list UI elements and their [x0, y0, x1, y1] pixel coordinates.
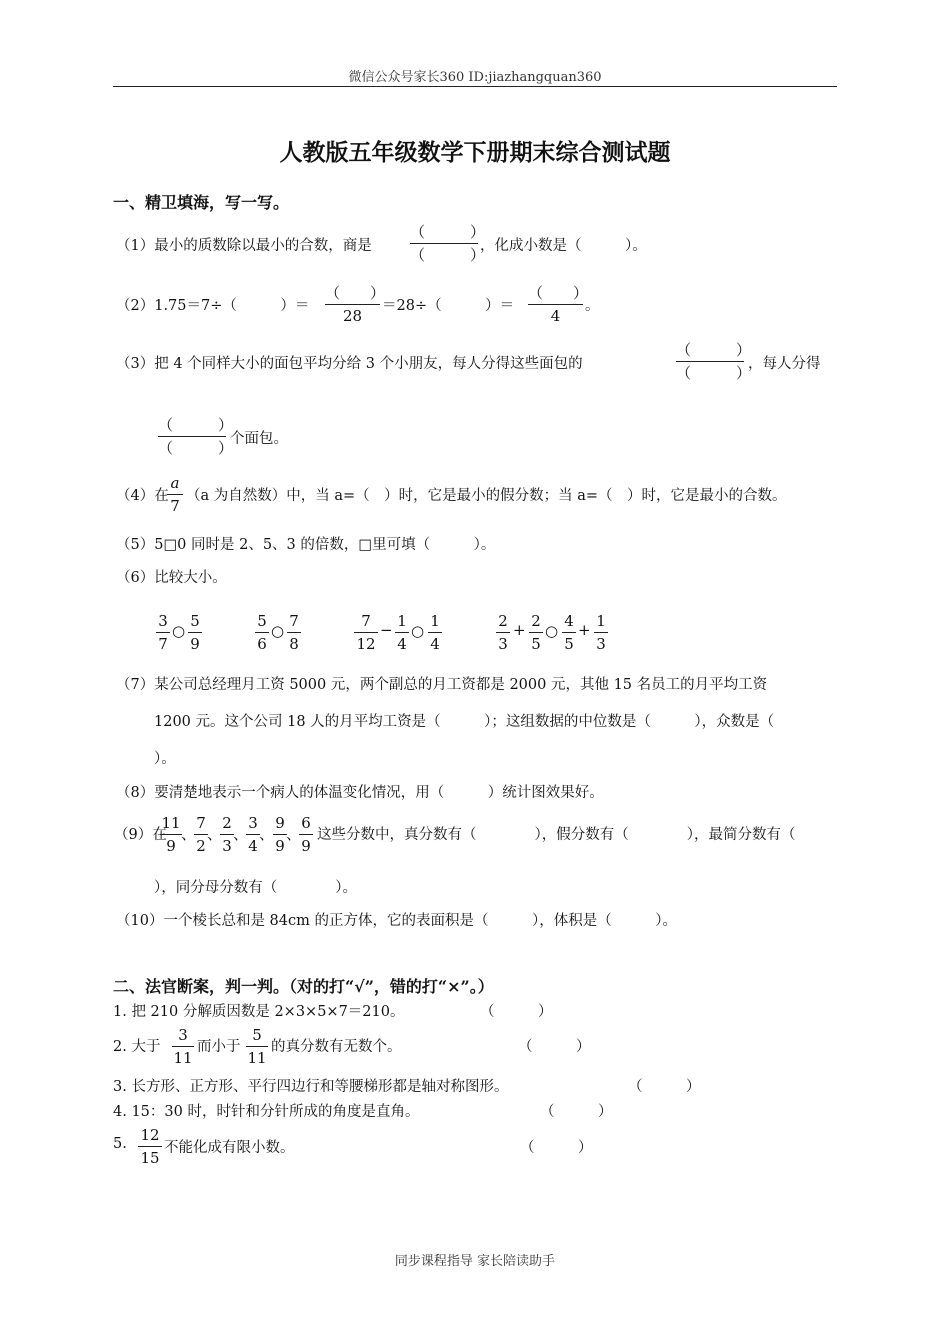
q7-line-3: ）。: [154, 751, 176, 767]
q9-frac-4: [246, 813, 260, 856]
q2-den1: 28: [342, 307, 363, 325]
q3-fraction-1[interactable]: [676, 340, 752, 383]
q6-frac-d2: [529, 611, 543, 654]
q6-circle-c[interactable]: ○: [411, 622, 425, 640]
fraction-numerator: 3: [178, 1026, 188, 1044]
q9-sep-3: 、: [233, 825, 249, 843]
fraction-bar: [138, 1146, 162, 1147]
q9-line-2: ），同分母分数有（ ）。: [154, 880, 357, 896]
q3-text-a: （3）把 4 个同样大小的面包平均分给 3 个小朋友，每人分得这些面包的: [116, 356, 583, 372]
q4-fraction: [167, 473, 183, 516]
q9-sep-2: 、: [207, 825, 223, 843]
fraction-numerator: 7: [361, 612, 371, 630]
q3-den1-blank: （ ）: [676, 364, 752, 382]
q2-num2-blank: （ ）: [528, 284, 589, 302]
q6-frac-d1: [496, 611, 510, 654]
fraction-numerator: 5: [190, 612, 200, 630]
q6-minus-c: −: [380, 621, 393, 639]
fraction-bar: [246, 1046, 268, 1047]
fraction-denominator: 3: [498, 635, 508, 653]
q5-text: （5）5□0 同时是 2、5、3 的倍数，□里可填（ ）。: [116, 537, 496, 553]
fraction-denominator: 15: [140, 1149, 160, 1167]
q4-text-a: （4）在: [116, 488, 169, 504]
fraction-denominator: 4: [248, 837, 258, 855]
fraction-bar: [676, 361, 744, 362]
fraction-numerator: 7: [289, 612, 299, 630]
fraction-numerator: 12: [140, 1126, 160, 1144]
fraction-bar: [220, 834, 234, 835]
fraction-numerator: 7: [196, 814, 206, 832]
q1-text-a: （1）最小的质数除以最小的合数，商是: [116, 238, 372, 254]
q10-text: （10）一个棱长总和是 84cm 的正方体，它的表面积是（ ），体积是（ ）。: [116, 913, 677, 929]
fraction-bar: [255, 632, 269, 633]
q6-plus-d1: +: [513, 621, 526, 639]
fraction-denominator: 12: [356, 635, 376, 653]
judge-item-3-answer[interactable]: （ ）: [628, 1079, 701, 1095]
fraction-denominator: 5: [564, 635, 574, 653]
fraction-numerator: 4: [564, 612, 574, 630]
q9-frac-5: [273, 813, 287, 856]
q6-frac-b2: [287, 611, 301, 654]
q6-plus-d2: +: [578, 621, 591, 639]
page-footer: 同步课程指导 家长陪读助手: [394, 1254, 556, 1269]
fraction-denominator: 7: [158, 635, 168, 653]
judge-item-2-pre: 2. 大于: [113, 1039, 161, 1055]
fraction-bar: [299, 834, 313, 835]
judge-item-2-frac-1: [172, 1025, 194, 1068]
judge-item-1-text: 1. 把 210 分解质因数是 2×3×5×7＝210。: [113, 1004, 405, 1020]
fraction-numerator: 3: [158, 612, 168, 630]
fraction-denominator: 8: [289, 635, 299, 653]
fraction-numerator: 1: [397, 612, 407, 630]
fraction-denominator: 11: [247, 1049, 267, 1067]
q2-text-b: ＝28÷（ ）＝: [382, 298, 515, 314]
fraction-bar: [562, 632, 576, 633]
fraction-numerator: 2: [498, 612, 508, 630]
section1-heading: 一、精卫填海，写一写。: [113, 193, 290, 212]
fraction-denominator: 9: [301, 837, 311, 855]
fraction-bar: [354, 632, 378, 633]
fraction-numerator: 1: [430, 612, 440, 630]
judge-item-5-frac: [138, 1125, 162, 1168]
fraction-bar: [188, 632, 202, 633]
fraction-numerator: 6: [301, 814, 311, 832]
fraction-denominator: 2: [196, 837, 206, 855]
q3-text-c: 个面包。: [230, 431, 288, 447]
q3-den2-blank: （ ）: [158, 439, 234, 457]
q1-den-blank: （ ）: [410, 246, 486, 264]
q6-frac-c3: [428, 611, 442, 654]
fraction-denominator: 4: [430, 635, 440, 653]
q2-den2: 4: [550, 307, 561, 325]
q6-frac-c2: [395, 611, 409, 654]
judge-item-4-answer[interactable]: （ ）: [540, 1104, 613, 1120]
judge-item-2-frac-2: [246, 1025, 268, 1068]
fraction-bar: [428, 632, 442, 633]
q1-num-blank: （ ）: [410, 223, 486, 241]
q9-text-b: 这些分数中，真分数有（ ），假分数有（ ），最简分数有（: [317, 827, 796, 843]
q7-line-2: 1200 元。这个公司 18 人的月平均工资是（ ）；这组数据的中位数是（ ），众数是（: [154, 714, 775, 730]
judge-item-5-post: 不能化成有限小数。: [164, 1140, 295, 1156]
q2-num1-blank: （ ）: [325, 284, 386, 302]
fraction-bar: [529, 632, 543, 633]
header-divider: [113, 86, 837, 87]
judge-item-5-answer[interactable]: （ ）: [520, 1140, 593, 1156]
q9-frac-2: [194, 813, 208, 856]
fraction-bar: [528, 304, 583, 305]
section2-heading: 二、法官断案，判一判。（对的打“√”，错的打“×”。）: [113, 977, 494, 996]
fraction-numerator: 5: [257, 612, 267, 630]
q6-circle-d[interactable]: ○: [545, 622, 559, 640]
q6-frac-b1: [255, 611, 269, 654]
judge-item-2-mid: 而小于: [197, 1039, 241, 1055]
judge-item-2-post: 的真分数有无数个。: [271, 1039, 402, 1055]
judge-item-2-answer[interactable]: （ ）: [518, 1039, 591, 1055]
page-title: 人教版五年级数学下册期末综合测试题: [279, 139, 671, 166]
judge-item-4-text: 4. 15：30 时，时针和分针所成的角度是直角。: [113, 1104, 420, 1120]
fraction-bar: [160, 834, 182, 835]
fraction-bar: [158, 436, 226, 437]
q3-fraction-2[interactable]: [158, 415, 234, 458]
q3-text-b: ，每人分得: [748, 356, 821, 372]
q9-sep-1: 、: [181, 825, 197, 843]
fraction-bar: [287, 632, 301, 633]
fraction-bar: [246, 834, 260, 835]
fraction-denominator: 11: [173, 1049, 193, 1067]
judge-item-5-pre: 5.: [113, 1136, 127, 1152]
fraction-numerator: 5: [252, 1026, 262, 1044]
q6-circle-a[interactable]: ○: [172, 622, 186, 640]
fraction-numerator: 3: [248, 814, 258, 832]
q6-frac-d3: [562, 611, 576, 654]
fraction-bar: [156, 632, 170, 633]
fraction-denominator: 9: [190, 635, 200, 653]
q1-answer-fraction[interactable]: [410, 222, 486, 265]
q9-frac-1: [160, 813, 182, 856]
fraction-bar: [172, 1046, 194, 1047]
q7-line-1: （7）某公司总经理月工资 5000 元，两个副总的月工资都是 2000 元，其他 15 名员工的月平均工资: [116, 677, 768, 693]
fraction-denominator: 9: [166, 837, 176, 855]
q6-frac-a2: [188, 611, 202, 654]
fraction-bar: [194, 834, 208, 835]
q2-text-c: 。: [585, 298, 600, 314]
q6-frac-c1: [354, 611, 378, 654]
q2-text-a: （2）1.75＝7÷（ ）＝: [116, 298, 310, 314]
fraction-denominator: 3: [222, 837, 232, 855]
fraction-denominator: 5: [531, 635, 541, 653]
judge-item-1-answer[interactable]: （ ）: [480, 1004, 553, 1020]
q6-text: （6）比较大小。: [116, 570, 227, 586]
fraction-denominator: 3: [596, 635, 606, 653]
q6-frac-a1: [156, 611, 170, 654]
fraction-denominator: 9: [275, 837, 285, 855]
q2-fraction-2[interactable]: [528, 283, 589, 326]
q9-sep-5: 、: [286, 825, 302, 843]
q8-text: （8）要清楚地表示一个病人的体温变化情况，用（ ）统计图效果好。: [116, 785, 604, 801]
fraction-bar: [395, 632, 409, 633]
q9-sep-4: 、: [259, 825, 275, 843]
fraction-denominator: 6: [257, 635, 267, 653]
fraction-bar: [594, 632, 608, 633]
fraction-denominator: 4: [397, 635, 407, 653]
fraction-bar: [167, 494, 183, 495]
q9-text-a: （9）在: [114, 827, 167, 843]
fraction-numerator: 2: [222, 814, 232, 832]
fraction-numerator: 1: [596, 612, 606, 630]
fraction-bar: [410, 243, 478, 244]
q3-num2-blank: （ ）: [158, 416, 234, 434]
fraction-numerator: 2: [531, 612, 541, 630]
q9-frac-6: [299, 813, 313, 856]
q6-frac-d4: [594, 611, 608, 654]
q4-den: 7: [170, 497, 180, 515]
q1-text-b: ，化成小数是（ ）。: [480, 238, 647, 254]
q3-num1-blank: （ ）: [676, 341, 752, 359]
page-header: 微信公众号家长360 ID:jiazhangquan360: [348, 70, 602, 85]
q9-frac-3: [220, 813, 234, 856]
judge-item-3-text: 3. 长方形、正方形、平行四边行和等腰梯形都是轴对称图形。: [113, 1079, 509, 1095]
q4-num: a: [170, 474, 180, 492]
fraction-bar: [273, 834, 287, 835]
fraction-numerator: 9: [275, 814, 285, 832]
fraction-numerator: 11: [161, 814, 181, 832]
q6-circle-b[interactable]: ○: [271, 622, 285, 640]
q4-text-b: （a 为自然数）中，当 a=（ ）时，它是最小的假分数；当 a=（ ）时，它是最小的合数。: [186, 488, 787, 504]
fraction-bar: [325, 304, 380, 305]
q2-fraction-1[interactable]: [325, 283, 386, 326]
fraction-bar: [496, 632, 510, 633]
